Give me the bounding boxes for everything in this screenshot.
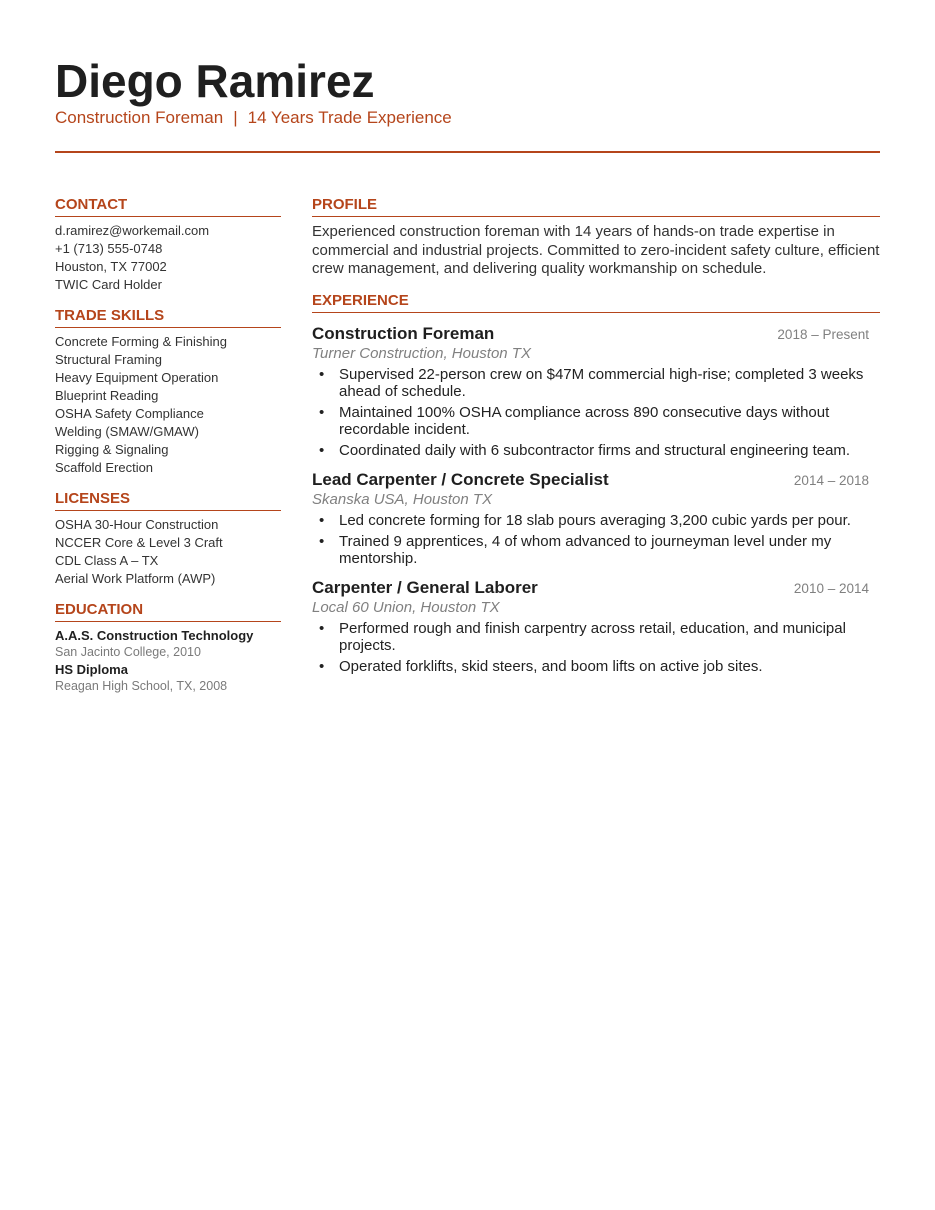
- education-heading: EDUCATION: [55, 600, 281, 622]
- skill-item: Blueprint Reading: [55, 388, 159, 403]
- job-entry: [312, 469, 880, 567]
- job-header: [312, 323, 880, 344]
- job-title: Lead Carpenter / Concrete Specialist: [312, 469, 609, 489]
- header-divider: [55, 151, 880, 153]
- skills-heading: TRADE SKILLS: [55, 306, 281, 328]
- experience-list: [312, 323, 880, 675]
- skill-item: Welding (SMAW/GMAW): [55, 424, 199, 439]
- skills-list: [55, 333, 281, 477]
- subtitle-separator: |: [233, 108, 238, 127]
- job-entry: [312, 323, 880, 459]
- skill-item: Rigging & Signaling: [55, 442, 169, 457]
- job-header: [312, 469, 880, 490]
- licenses-list: [55, 516, 281, 588]
- candidate-subtitle: [55, 107, 880, 129]
- job-dates: 2010 – 2014: [793, 580, 869, 596]
- job-bullet: • Supervised 22-person crew on $47M commercial high-rise; completed 3 weeks ahead of schedule.: [312, 366, 880, 400]
- education-list: [55, 627, 281, 695]
- right-column: [312, 195, 880, 679]
- job-company: Skanska USA, Houston TX: [312, 490, 493, 508]
- candidate-role: Construction Foreman: [55, 108, 224, 127]
- job-title: Construction Foreman: [312, 323, 495, 343]
- job-title: Carpenter / General Laborer: [312, 577, 538, 597]
- skill-item: OSHA Safety Compliance: [55, 406, 204, 421]
- licenses-heading: LICENSES: [55, 489, 281, 511]
- job-bullets: [312, 366, 880, 459]
- candidate-experience-years: 14 Years Trade Experience: [247, 108, 452, 127]
- job-bullet: • Coordinated daily with 6 subcontractor firms and structural engineering team.: [312, 442, 880, 459]
- job-bullet: • Maintained 100% OSHA compliance across 890 consecutive days without recordable incident.: [312, 404, 880, 438]
- job-bullet: • Performed rough and finish carpentry across retail, education, and municipal projects.: [312, 620, 880, 654]
- job-company: Local 60 Union, Houston TX: [312, 598, 500, 616]
- skill-item: Structural Framing: [55, 352, 162, 367]
- license-item: Aerial Work Platform (AWP): [55, 571, 216, 586]
- job-bullet: • Trained 9 apprentices, 4 of whom advanced to journeyman level under my mentorship.: [312, 533, 880, 567]
- contact-heading: CONTACT: [55, 195, 281, 217]
- license-item: CDL Class A – TX: [55, 553, 159, 568]
- job-bullets: [312, 512, 880, 567]
- skill-item: Concrete Forming & Finishing: [55, 334, 227, 349]
- candidate-name: Diego Ramirez: [55, 55, 375, 107]
- job-bullet: • Led concrete forming for 18 slab pours averaging 3,200 cubic yards per pour.: [312, 512, 880, 529]
- left-column: [55, 195, 281, 707]
- job-bullets: [312, 620, 880, 675]
- job-dates: 2014 – 2018: [793, 472, 869, 488]
- job-company: Turner Construction, Houston TX: [312, 344, 531, 362]
- license-item: OSHA 30-Hour Construction: [55, 517, 219, 532]
- education-degree: HS Diploma: [55, 662, 128, 677]
- resume-header: [55, 55, 880, 129]
- contact-list: [55, 222, 281, 294]
- contact-credential: TWIC Card Holder: [55, 277, 162, 292]
- job-header: [312, 577, 880, 598]
- job-dates: 2018 – Present: [777, 326, 869, 342]
- contact-location: Houston, TX 77002: [55, 259, 167, 274]
- education-degree: A.A.S. Construction Technology: [55, 628, 254, 643]
- profile-heading: PROFILE: [312, 195, 880, 217]
- education-school: Reagan High School, TX, 2008: [55, 679, 228, 693]
- contact-phone: +1 (713) 555-0748: [55, 241, 163, 256]
- license-item: NCCER Core & Level 3 Craft: [55, 535, 223, 550]
- skill-item: Scaffold Erection: [55, 460, 154, 475]
- profile-summary: Experienced construction foreman with 14 years of hands-on trade expertise in commercial and industrial projects. Committed to zero-incident safety culture, efficient crew management, and delivering quality workmanship on schedule.: [312, 223, 880, 277]
- job-bullet: • Operated forklifts, skid steers, and boom lifts on active job sites.: [312, 658, 880, 675]
- job-entry: [312, 577, 880, 675]
- experience-heading: EXPERIENCE: [312, 291, 880, 313]
- contact-email: d.ramirez@workemail.com: [55, 223, 210, 238]
- skill-item: Heavy Equipment Operation: [55, 370, 219, 385]
- education-school: San Jacinto College, 2010: [55, 645, 201, 659]
